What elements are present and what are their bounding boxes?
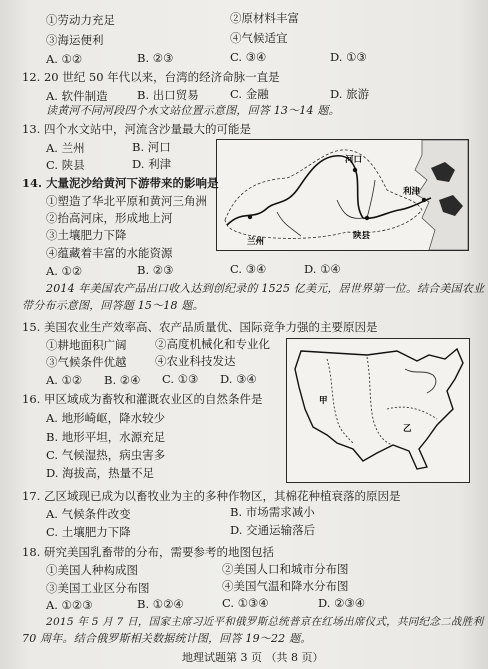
q14-choice-c: C. ③④ (230, 262, 267, 276)
q13-choice-b: B. 河口 (132, 140, 171, 154)
q12-stem: 12. 20 世纪 50 年代以来，台湾的经济命脉一直是 (22, 70, 280, 84)
q11-choice-a: A. ①② (46, 52, 83, 66)
intro-13-14: 读黄河不同河段四个水文站位置示意图，回答 13～14 题。 (46, 104, 340, 117)
q17-choice-c: C. 土壤肥力下降 (46, 525, 131, 539)
q14-option-1: ①塑造了华北平原和黄河三角洲 (46, 194, 207, 208)
q18-choice-d: D. ②③④ (318, 596, 366, 610)
q14-option-3: ③土壤肥力下降 (46, 228, 127, 242)
tributary-1 (277, 212, 301, 236)
q13-choice-c: C. 陕县 (46, 158, 85, 172)
great-lakes (405, 369, 436, 393)
tributary-3 (367, 180, 375, 218)
basin-boundary (225, 150, 422, 239)
q15-option-2: ②高度机械化和专业化 (155, 337, 270, 351)
q14-option-2: ②抬高河床，形成地上河 (46, 211, 173, 225)
q18-choice-a: A. ①②③ (46, 598, 93, 612)
q14-option-4: ④蕴藏着丰富的水能资源 (46, 246, 173, 260)
station-lijin-dot (422, 198, 426, 202)
station-hekou-dot (353, 168, 357, 172)
q16-choice-b: B. 地形平坦，水源充足 (46, 430, 166, 444)
map-label-shanxian: 陕县 (353, 231, 371, 241)
q17-choice-d: D. 交通运输落后 (230, 523, 316, 537)
q18-option-4: ④美国气温和降水分布图 (222, 579, 349, 593)
q13-stem: 13. 四个水文站中，河流含沙量最大的可能是 (22, 122, 251, 136)
q14-choice-d: D. ①④ (304, 262, 341, 276)
yellow-river-map-drawing (217, 140, 468, 250)
q12-choice-d: D. 旅游 (330, 87, 370, 101)
q14-choice-a: A. ①② (46, 264, 83, 278)
q11-choice-d: D. ①③ (330, 50, 367, 64)
q18-stem: 18. 研究美国乳畜带的分布，需要参考的地图包括 (22, 545, 274, 559)
q15-choice-b: B. ②④ (104, 373, 141, 387)
usa-outline (295, 349, 463, 469)
q17-stem: 17. 乙区域现已成为以畜牧业为主的多种作物区，其棉花种植衰落的原因是 (22, 489, 401, 503)
q15-stem: 15. 美国农业生产效率高、农产品质量优、国际竞争力强的主要原因是 (22, 320, 378, 334)
q18-choice-b: B. ①②④ (137, 597, 184, 611)
q15-choice-c: C. ①③ (162, 372, 199, 386)
q11-option-2: ②原材料丰富 (230, 11, 299, 25)
q13-choice-a: A. 兰州 (46, 141, 85, 155)
q18-option-3: ③美国工业区分布图 (46, 581, 150, 595)
intro-19-22-line1: 2015 年 5 月 7 日，国家主席习近平和俄罗斯总统普京在红场出席仪式，共同纪念二战胜利 (46, 616, 484, 628)
q12-choice-b: B. 出口贸易 (137, 88, 199, 102)
q14-stem: 14. 大量泥沙给黄河下游带来的影响是 (22, 176, 219, 190)
q15-choice-d: D. ③④ (220, 372, 257, 386)
q15-choice-a: A. ①② (46, 373, 83, 387)
page-footer: 地理试题第 3 页 （共 8 页） (182, 651, 324, 664)
map-label-jia: 甲 (319, 396, 328, 406)
q18-option-2: ②美国人口和城市分布图 (222, 562, 349, 576)
q14-choice-b: B. ②③ (137, 263, 174, 277)
yellow-river-map (216, 139, 469, 251)
zone-boundary-plains (367, 357, 393, 445)
q12-choice-c: C. 金融 (230, 87, 269, 101)
intro-19-22-line2: 70 周年。结合俄罗斯相关数据统计图，回答 19～22 题。 (22, 632, 312, 645)
sea-area (415, 140, 468, 250)
q18-choice-c: C. ①③④ (222, 596, 269, 610)
q17-choice-a: A. 气候条件改变 (46, 507, 131, 521)
q15-option-4: ④农业科技发达 (155, 354, 236, 368)
q16-choice-d: D. 海拔高，热量不足 (46, 466, 155, 480)
q15-option-1: ①耕地面积广阔 (46, 338, 127, 352)
map-label-lijin: 利津 (403, 187, 421, 197)
q16-choice-c: C. 气候湿热，病虫害多 (46, 448, 166, 462)
intro-15-18-line1: 2014 年美国农产品出口收入达到创纪录的 1525 亿美元，居世界第一位。结合美国农业 (46, 282, 485, 295)
q17-choice-b: B. 市场需求减小 (230, 505, 315, 519)
map-label-lanzhou: 兰州 (247, 237, 265, 247)
station-lanzhou-dot (248, 215, 252, 219)
zone-boundary-west (327, 359, 353, 443)
map-label-hekou: 河口 (345, 155, 363, 165)
zone-boundary-south (387, 407, 437, 419)
q15-option-3: ③气候条件优越 (46, 355, 127, 369)
q18-option-1: ①美国人种构成图 (46, 563, 138, 577)
q16-choice-a: A. 地形崎岖，降水较少 (46, 411, 166, 425)
intro-15-18-line2: 带分布示意图，回答题 15～18 题。 (22, 299, 204, 312)
q11-option-4: ④气候适宜 (230, 31, 288, 45)
q11-choice-b: B. ②③ (137, 51, 174, 65)
station-shanxian-dot (365, 216, 369, 220)
q11-option-1: ①劳动力充足 (46, 13, 115, 27)
q11-option-3: ③海运便利 (46, 33, 104, 47)
q11-choice-c: C. ③④ (230, 50, 267, 64)
usa-agriculture-map (286, 338, 470, 483)
q12-choice-a: A. 软件制造 (46, 89, 108, 103)
q13-choice-d: D. 利津 (132, 157, 172, 171)
q16-stem: 16. 甲区域成为畜牧和灌溉农业区的自然条件是 (22, 392, 263, 406)
yellow-river-line (227, 156, 431, 225)
map-label-yi: 乙 (403, 424, 412, 434)
usa-agriculture-map-drawing (287, 339, 469, 482)
